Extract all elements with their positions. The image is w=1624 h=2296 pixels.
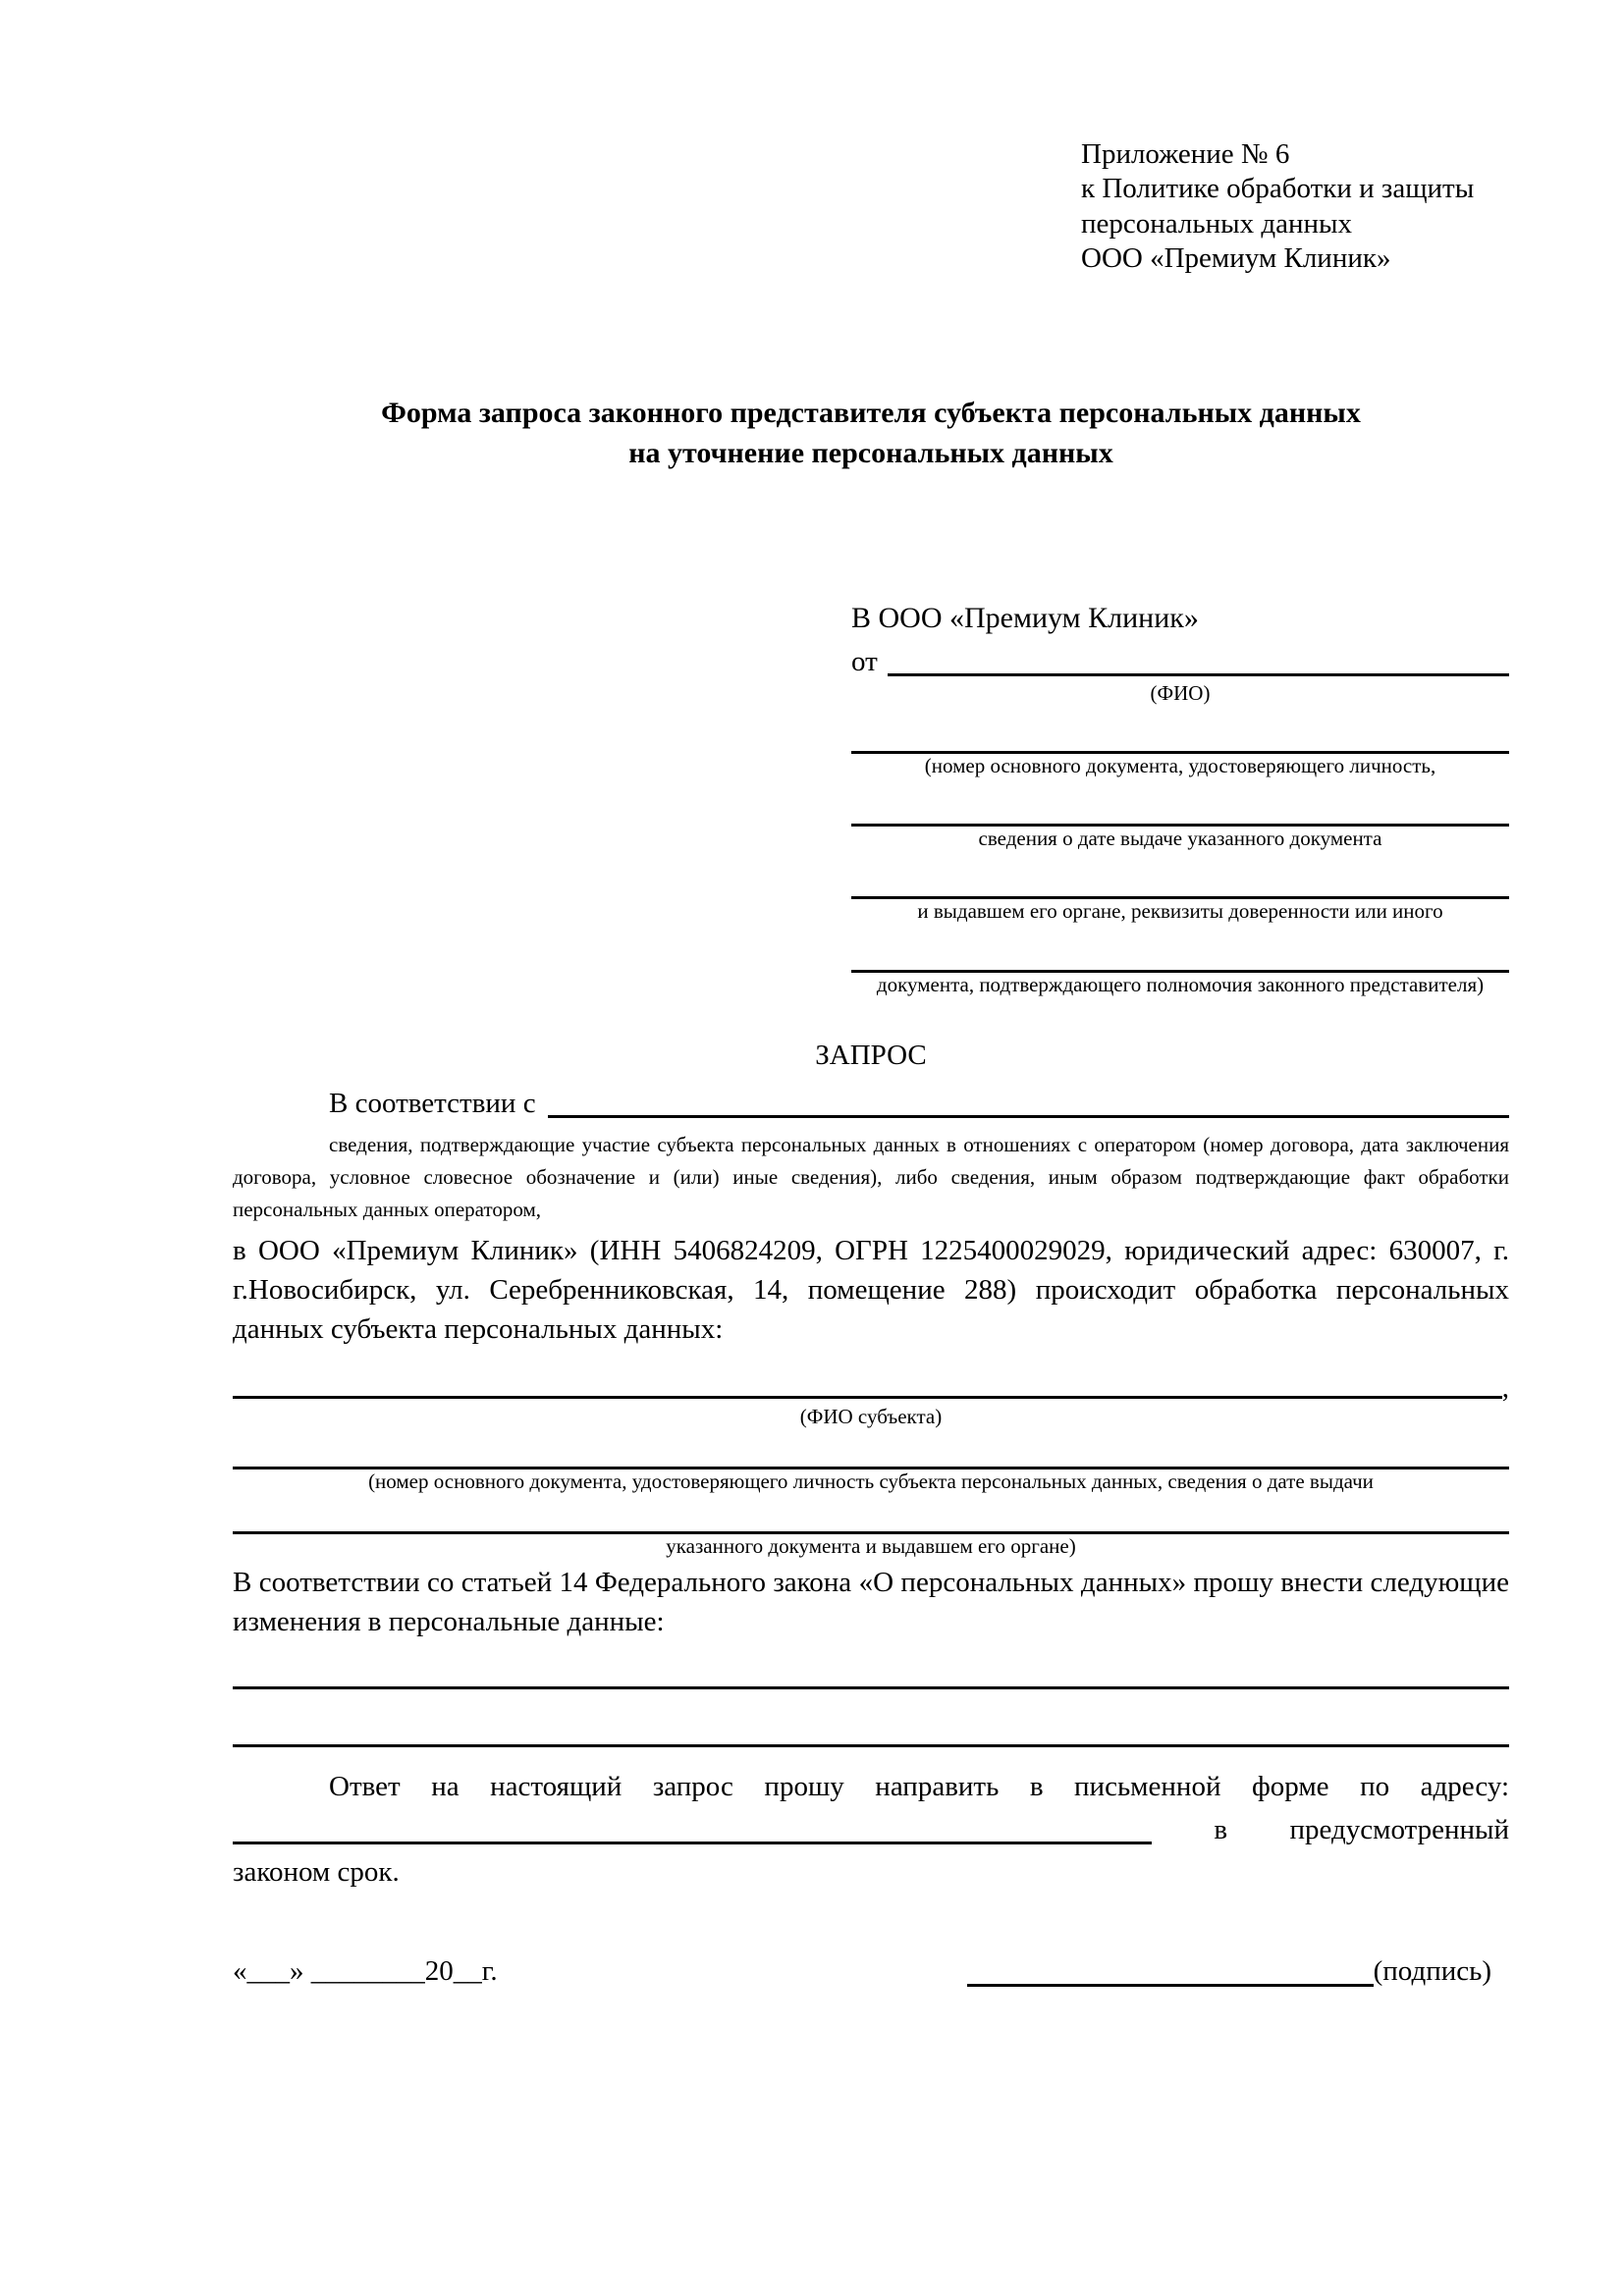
changes-blank-line	[233, 1689, 1509, 1747]
signature-caption: (подпись)	[1373, 1955, 1491, 1988]
representative-document-blank-line	[851, 712, 1509, 754]
representative-document-caption: документа, подтверждающего полномочия законного представителя)	[876, 972, 1485, 996]
appendix-line: к Политике обработки и защиты	[1081, 173, 1475, 205]
from-row	[851, 643, 1509, 681]
subject-fio-caption: (ФИО субъекта)	[799, 1404, 943, 1428]
representative-document-blank-line	[851, 931, 1509, 973]
trailing-comma: ,	[1501, 1371, 1509, 1404]
accordance-label: В соответствии с	[329, 1088, 536, 1119]
answer-word-v: в	[1214, 1814, 1228, 1846]
representative-fio-blank-line	[888, 643, 1509, 676]
paragraph-indent	[233, 1085, 329, 1123]
answer-address-row	[233, 1808, 1509, 1849]
addressee-organization: В ООО «Премиум Клиник»	[851, 602, 1199, 635]
fio-caption: (ФИО)	[1150, 680, 1211, 705]
subject-document-caption: (номер основного документа, удостоверяющего личность субъекта персональных данных, сведения о дате выдачи	[368, 1468, 1374, 1493]
form-title	[233, 393, 1509, 474]
answer-tail-text: законом срок.	[233, 1856, 400, 1889]
changes-blank-line	[233, 1641, 1509, 1689]
appendix-line: ООО «Премиум Клиник»	[1081, 242, 1391, 275]
subject-document-blank-line	[233, 1494, 1509, 1534]
accordance-footnote: сведения, подтверждающие участие субъекта персональных данных в отношениях с оператором (номер договора, дата заключения договора, условное словесное обозначение и (или) иные сведения), либо сведения, иным образом подтверждающие факт обработки персональных данных оператором,	[233, 1133, 1509, 1222]
signature-blank-line	[967, 1954, 1374, 1987]
representative-document-caption: сведения о дате выдаче указанного документа	[978, 827, 1382, 851]
accordance-basis-blank-line	[548, 1085, 1509, 1118]
answer-request-paragraph: Ответ на настоящий запрос прошу направить в письменной форме по адресу:	[329, 1771, 1509, 1803]
request-heading: ЗАПРОС	[815, 1039, 927, 1071]
representative-document-caption: (номер основного документа, удостоверяющего личность,	[924, 754, 1436, 778]
from-label: от	[851, 645, 878, 677]
subject-document-blank-line	[233, 1429, 1509, 1469]
form-title-line-1: Форма запроса законного представителя субъекта персональных данных	[381, 396, 1361, 429]
article-14-paragraph: В соответствии со статьей 14 Федерального закона «О персональных данных» прошу внести следующие изменения в персональные данные:	[233, 1567, 1509, 1638]
subject-fio-blank-line	[233, 1366, 1502, 1399]
representative-document-blank-line	[851, 784, 1509, 827]
subject-fio-row	[233, 1366, 1509, 1405]
representative-document-caption: и выдавшем его органе, реквизиты доверенности или иного	[917, 899, 1443, 924]
signature-group	[967, 1952, 1491, 1991]
subject-document-caption: указанного документа и выдавшем его органе)	[666, 1534, 1076, 1559]
addressee-block	[851, 599, 1509, 997]
appendix-block	[1081, 137, 1509, 277]
date-field: «___» ________20__г.	[233, 1955, 498, 1988]
answer-word-predusmotrennyj: предусмотренный	[1289, 1814, 1509, 1846]
accordance-row	[233, 1085, 1509, 1123]
address-blank-line	[233, 1808, 1152, 1844]
appendix-line: персональных данных	[1081, 207, 1353, 240]
representative-document-blank-line	[851, 857, 1509, 899]
form-title-line-2: на уточнение персональных данных	[628, 436, 1113, 469]
date-signature-row	[233, 1952, 1509, 1991]
operator-paragraph: в ООО «Премиум Клиник» (ИНН 5406824209, ОГРН 1225400029029, юридический адрес: 630007, г. г.Новосибирск, ул. Серебренниковская, 14, помещение 288) происходит обработка персональных данных субъекта персональных данных:	[233, 1234, 1509, 1345]
appendix-line: Приложение № 6	[1081, 138, 1290, 170]
